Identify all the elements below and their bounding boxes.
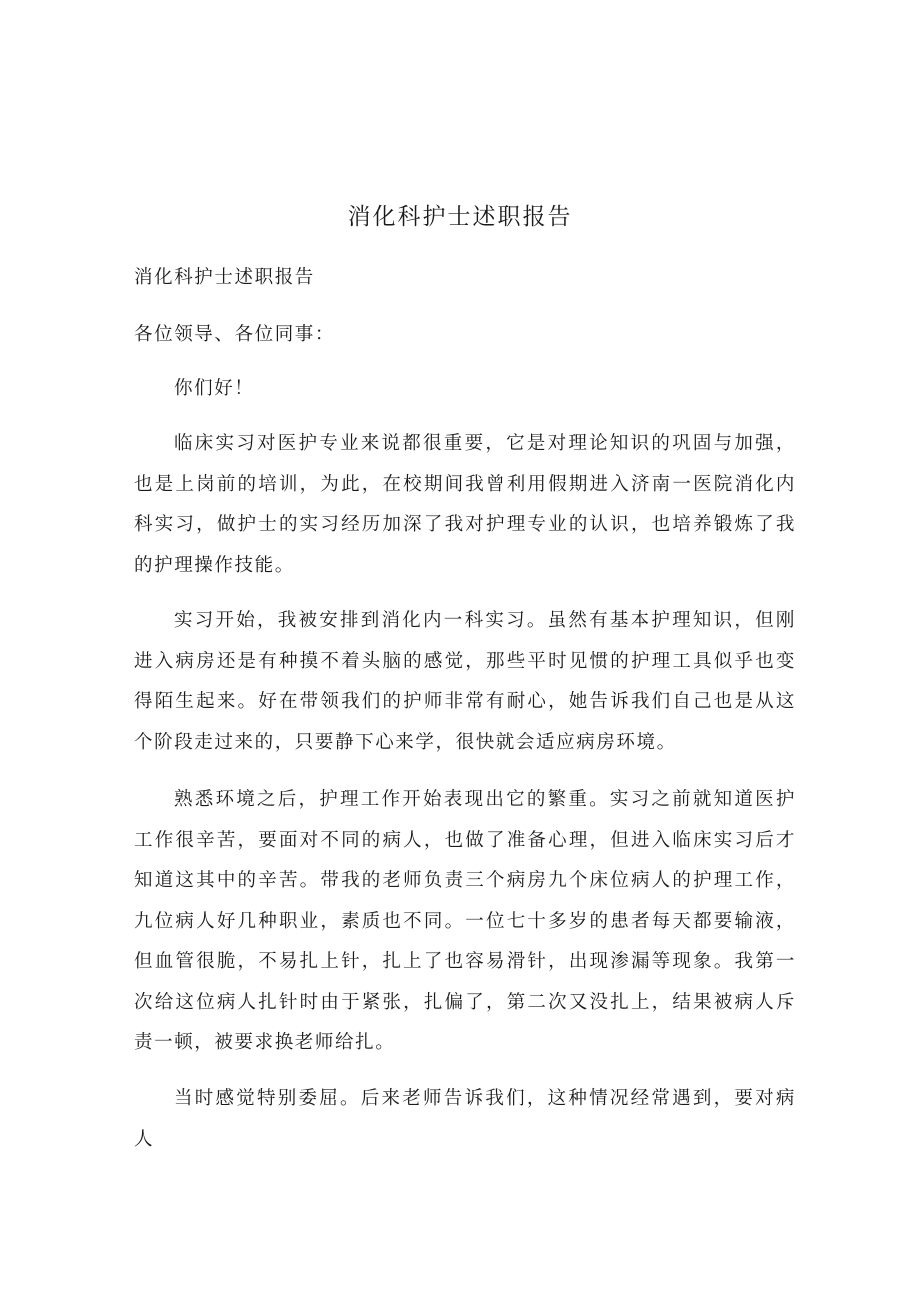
document-subtitle: 消化科护士述职报告 (134, 267, 315, 288)
salutation: 各位领导、各位同事： (134, 324, 336, 345)
paragraph: 当时感觉特别委屈。后来老师告诉我们，这种情况经常遇到，要对病人 (134, 1088, 796, 1150)
paragraph: 熟悉环境之后，护理工作开始表现出它的繁重。实习之前就知道医护工作很辛苦，要面对不同的病人，也做了准备心理，但进入临床实习后才知道这其中的辛苦。带我的老师负责三个病房九个床位病人的护理工作，九位病人好几种职业，素质也不同。一位七十多岁的患者每天都要输液，但血管很脆，不易扎上针，扎上了也容易滑针，出现渗漏等现象。我第一次给这位病人扎针时由于紧张，扎偏了，第二次又没扎上，结果被病人斥责一顿，被要求换老师给扎。 (134, 789, 796, 1053)
paragraph: 临床实习对医护专业来说都很重要，它是对理论知识的巩固与加强，也是上岗前的培训，为此，在校期间我曾利用假期进入济南一医院消化内科实习，做护士的实习经历加深了我对护理专业的认识，也培养锻炼了我的护理操作技能。 (134, 433, 796, 576)
paragraph: 实习开始，我被安排到消化内一科实习。虽然有基本护理知识，但刚进入病房还是有种摸不着头脑的感觉，那些平时见惯的护理工具似乎也变得陌生起来。好在带领我们的护师非常有耐心，她告诉我们自己也是从这个阶段走过来的，只要静下心来学，很快就会适应病房环境。 (134, 610, 796, 753)
greeting: 你们好！ (174, 378, 255, 399)
document-title: 消化科护士述职报告 (347, 204, 573, 230)
